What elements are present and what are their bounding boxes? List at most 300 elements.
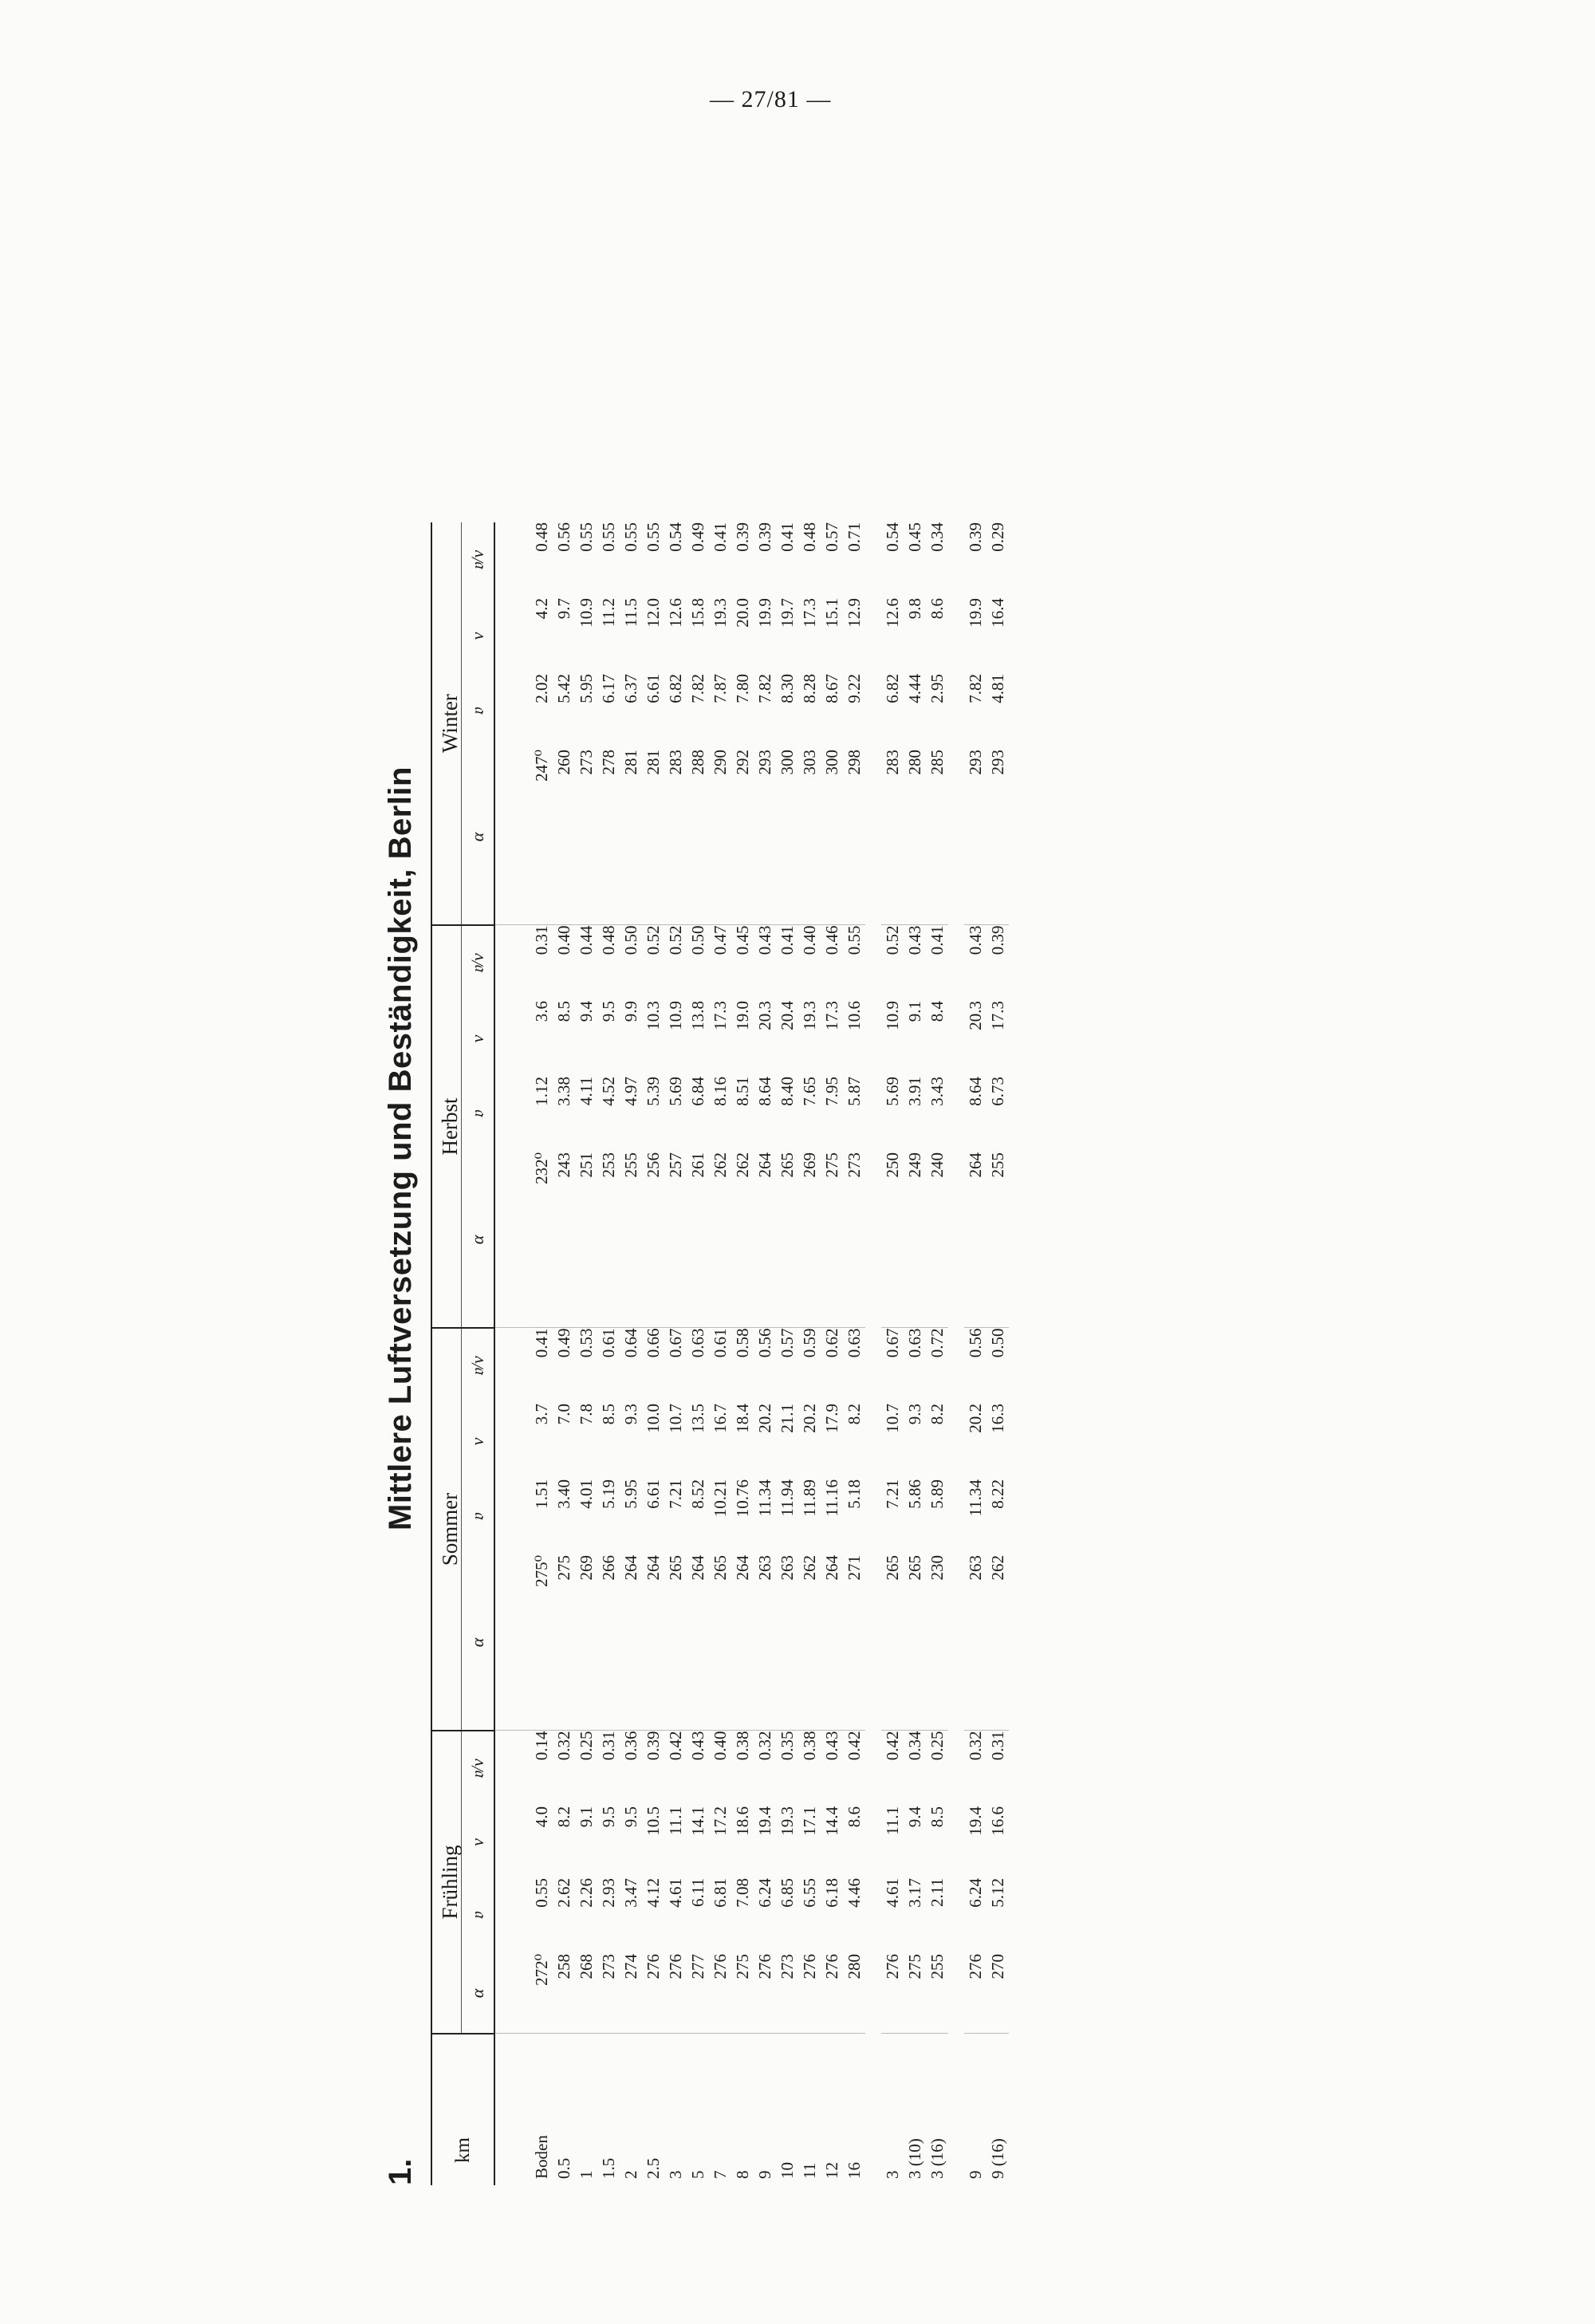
table-row bbox=[776, 522, 798, 2185]
cell-ratio: 0.40 bbox=[799, 925, 819, 955]
cell-v-scalar: 10.0 bbox=[643, 1404, 663, 1433]
cell-v-resultant: 4.52 bbox=[598, 1077, 618, 1106]
cell-v-scalar: 19.0 bbox=[732, 1001, 752, 1030]
cell-alpha: 293 bbox=[964, 750, 987, 925]
header-ratio: 𝔳/v bbox=[462, 1731, 495, 1806]
cell-ratio: 0.41 bbox=[710, 522, 730, 552]
cell-km: 3 (10) bbox=[904, 2138, 924, 2179]
cell-ratio: 0.29 bbox=[987, 522, 1007, 552]
cell-ratio: 0.50 bbox=[620, 925, 640, 955]
cell-alpha: 264 bbox=[821, 1555, 843, 1731]
table-row bbox=[620, 522, 642, 2185]
header-row-columns bbox=[462, 522, 495, 2185]
cell-v-scalar: 8.2 bbox=[927, 1404, 947, 1425]
cell-ratio: 0.50 bbox=[987, 1328, 1007, 1358]
cell-v-scalar: 9.1 bbox=[904, 1001, 924, 1022]
cell-v-scalar: 18.6 bbox=[732, 1806, 752, 1836]
cell-v-resultant: 4.81 bbox=[987, 674, 1007, 703]
cell-ratio: 0.61 bbox=[710, 1328, 730, 1358]
cell-alpha: 271 bbox=[843, 1555, 865, 1731]
cell-ratio: 0.45 bbox=[732, 925, 752, 955]
cell-alpha: 273 bbox=[575, 750, 597, 925]
header-alpha: α bbox=[462, 1954, 495, 2034]
cell-ratio: 0.25 bbox=[576, 1731, 596, 1761]
header-v-resultant: 𝔳 bbox=[462, 1479, 495, 1555]
cell-alpha: 264 bbox=[642, 1555, 664, 1731]
cell-v-resultant: 5.69 bbox=[882, 1077, 902, 1106]
table-body bbox=[494, 522, 1009, 2185]
cell-v-resultant: 8.40 bbox=[777, 1077, 797, 1106]
table-row bbox=[798, 522, 821, 2185]
cell-v-scalar: 8.4 bbox=[927, 1001, 947, 1022]
cell-ratio: 0.50 bbox=[687, 925, 707, 955]
cell-ratio: 0.39 bbox=[754, 522, 774, 552]
cell-alpha: 255 bbox=[620, 1152, 642, 1328]
cell-ratio: 0.48 bbox=[598, 925, 618, 955]
cell-v-resultant: 4.61 bbox=[882, 1878, 902, 1908]
cell-ratio: 0.40 bbox=[553, 925, 573, 955]
cell-v-resultant: 8.64 bbox=[754, 1077, 774, 1106]
cell-v-resultant: 3.43 bbox=[927, 1077, 947, 1106]
cell-v-scalar: 20.2 bbox=[965, 1404, 985, 1433]
cell-alpha: 264 bbox=[964, 1152, 987, 1328]
cell-km: 0.5 bbox=[553, 2157, 573, 2179]
cell-ratio: 0.31 bbox=[987, 1731, 1007, 1761]
cell-ratio: 0.31 bbox=[598, 1731, 618, 1761]
cell-ratio: 0.48 bbox=[531, 522, 551, 552]
table-row bbox=[881, 522, 904, 2185]
row-gap bbox=[948, 522, 964, 2185]
cell-ratio: 0.39 bbox=[987, 925, 1007, 955]
cell-v-scalar: 19.3 bbox=[799, 1001, 819, 1030]
cell-v-scalar: 14.1 bbox=[687, 1806, 707, 1836]
header-season-fruehling: Frühling bbox=[431, 1731, 462, 2034]
cell-v-scalar: 19.9 bbox=[965, 598, 985, 628]
cell-ratio: 0.55 bbox=[576, 522, 596, 552]
cell-v-scalar: 17.3 bbox=[987, 1001, 1007, 1030]
cell-v-scalar: 4.2 bbox=[531, 598, 551, 620]
cell-v-resultant: 5.86 bbox=[904, 1479, 924, 1509]
cell-alpha: 272⁰ bbox=[494, 1954, 553, 2034]
cell-v-scalar: 9.5 bbox=[598, 1001, 618, 1022]
cell-ratio: 0.32 bbox=[553, 1731, 573, 1761]
cell-v-resultant: 4.61 bbox=[665, 1878, 685, 1908]
cell-v-scalar: 9.7 bbox=[553, 598, 573, 620]
cell-alpha: 276 bbox=[964, 1954, 987, 2034]
cell-v-scalar: 10.9 bbox=[576, 598, 596, 628]
cell-alpha: 276 bbox=[798, 1954, 821, 2034]
cell-alpha: 261 bbox=[687, 1152, 709, 1328]
cell-v-resultant: 4.01 bbox=[576, 1479, 596, 1509]
cell-km: 9 bbox=[965, 2170, 985, 2179]
cell-alpha: 276 bbox=[664, 1954, 687, 2034]
cell-v-resultant: 2.95 bbox=[927, 674, 947, 703]
cell-v-resultant: 8.51 bbox=[732, 1077, 752, 1106]
cell-alpha: 298 bbox=[843, 750, 865, 925]
cell-ratio: 0.63 bbox=[844, 1328, 864, 1358]
cell-v-scalar: 10.5 bbox=[643, 1806, 663, 1836]
cell-ratio: 0.71 bbox=[844, 522, 864, 552]
cell-v-scalar: 10.7 bbox=[882, 1404, 902, 1433]
cell-v-scalar: 8.6 bbox=[927, 598, 947, 620]
cell-ratio: 0.63 bbox=[687, 1328, 707, 1358]
cell-ratio: 0.43 bbox=[904, 925, 924, 955]
cell-km: 9 (16) bbox=[987, 2138, 1007, 2179]
cell-v-resultant: 5.95 bbox=[576, 674, 596, 703]
cell-ratio: 0.31 bbox=[531, 925, 551, 955]
cell-v-resultant: 2.02 bbox=[531, 674, 551, 703]
data-table bbox=[431, 522, 1009, 2185]
cell-v-resultant: 11.89 bbox=[799, 1479, 819, 1517]
cell-alpha: 276 bbox=[754, 1954, 776, 2034]
cell-v-scalar: 12.6 bbox=[665, 598, 685, 628]
cell-alpha: 232⁰ bbox=[494, 1152, 553, 1328]
cell-alpha: 263 bbox=[776, 1555, 798, 1731]
cell-ratio: 0.54 bbox=[882, 522, 902, 552]
cell-v-scalar: 10.7 bbox=[665, 1404, 685, 1433]
cell-km: 2.5 bbox=[643, 2157, 663, 2179]
cell-v-resultant: 4.44 bbox=[904, 674, 924, 703]
table-row bbox=[494, 522, 553, 2185]
cell-v-scalar: 8.2 bbox=[844, 1404, 864, 1425]
cell-v-resultant: 9.22 bbox=[844, 674, 864, 703]
cell-v-scalar: 17.1 bbox=[799, 1806, 819, 1836]
cell-alpha: 281 bbox=[642, 750, 664, 925]
cell-v-resultant: 5.18 bbox=[844, 1479, 864, 1509]
cell-alpha: 276 bbox=[642, 1954, 664, 2034]
cell-v-scalar: 18.4 bbox=[732, 1404, 752, 1433]
cell-km: 3 bbox=[882, 2170, 902, 2179]
cell-v-resultant: 6.24 bbox=[965, 1878, 985, 1908]
cell-v-scalar: 15.8 bbox=[687, 598, 707, 628]
table-row bbox=[754, 522, 776, 2185]
header-v-scalar: v bbox=[462, 1806, 495, 1878]
page-number: — 27/81 — bbox=[710, 86, 832, 112]
cell-km: 16 bbox=[844, 2162, 864, 2179]
cell-v-scalar: 9.4 bbox=[576, 1001, 596, 1022]
table-row bbox=[575, 522, 597, 2185]
cell-alpha: 275⁰ bbox=[494, 1555, 553, 1731]
cell-alpha: 262 bbox=[987, 1555, 1009, 1731]
cell-alpha: 276 bbox=[881, 1954, 904, 2034]
row-gap bbox=[865, 522, 881, 2185]
cell-v-resultant: 11.94 bbox=[777, 1479, 797, 1517]
cell-alpha: 251 bbox=[575, 1152, 597, 1328]
cell-alpha: 265 bbox=[776, 1152, 798, 1328]
cell-ratio: 0.34 bbox=[904, 1731, 924, 1761]
table-row bbox=[843, 522, 865, 2185]
cell-v-resultant: 6.82 bbox=[665, 674, 685, 703]
cell-v-scalar: 19.3 bbox=[777, 1806, 797, 1836]
cell-v-scalar: 8.5 bbox=[598, 1404, 618, 1425]
cell-v-scalar: 17.3 bbox=[821, 1001, 841, 1030]
cell-v-scalar: 15.1 bbox=[821, 598, 841, 628]
cell-v-resultant: 6.81 bbox=[710, 1878, 730, 1908]
cell-ratio: 0.36 bbox=[620, 1731, 640, 1761]
cell-alpha: 275 bbox=[904, 1954, 926, 2034]
cell-ratio: 0.53 bbox=[576, 1328, 596, 1358]
cell-ratio: 0.43 bbox=[754, 925, 774, 955]
cell-v-resultant: 11.34 bbox=[965, 1479, 985, 1517]
cell-km: 11 bbox=[799, 2162, 819, 2179]
cell-v-resultant: 7.82 bbox=[687, 674, 707, 703]
cell-km: 3 bbox=[665, 2170, 685, 2179]
cell-alpha: 264 bbox=[620, 1555, 642, 1731]
cell-v-scalar: 9.4 bbox=[904, 1806, 924, 1828]
cell-v-scalar: 3.6 bbox=[531, 1001, 551, 1022]
cell-v-scalar: 19.3 bbox=[710, 598, 730, 628]
cell-ratio: 0.47 bbox=[710, 925, 730, 955]
cell-v-scalar: 3.7 bbox=[531, 1404, 551, 1425]
cell-v-resultant: 8.22 bbox=[987, 1479, 1007, 1509]
cell-alpha: 262 bbox=[798, 1555, 821, 1731]
cell-alpha: 274 bbox=[620, 1954, 642, 2034]
cell-v-resultant: 7.08 bbox=[732, 1878, 752, 1908]
table-number: 1. bbox=[383, 2158, 418, 2185]
cell-ratio: 0.41 bbox=[777, 522, 797, 552]
cell-v-scalar: 4.0 bbox=[531, 1806, 551, 1828]
cell-v-scalar: 12.6 bbox=[882, 598, 902, 628]
cell-ratio: 0.34 bbox=[927, 522, 947, 552]
cell-alpha: 255 bbox=[987, 1152, 1009, 1328]
cell-v-scalar: 9.8 bbox=[904, 598, 924, 620]
cell-v-resultant: 5.87 bbox=[844, 1077, 864, 1106]
cell-alpha: 275 bbox=[731, 1954, 754, 2034]
cell-ratio: 0.44 bbox=[576, 925, 596, 955]
cell-ratio: 0.25 bbox=[927, 1731, 947, 1761]
cell-v-resultant: 10.21 bbox=[710, 1479, 730, 1518]
cell-ratio: 0.38 bbox=[732, 1731, 752, 1761]
cell-v-scalar: 8.5 bbox=[553, 1001, 573, 1022]
cell-ratio: 0.55 bbox=[844, 925, 864, 955]
cell-v-resultant: 5.69 bbox=[665, 1077, 685, 1106]
cell-alpha: 258 bbox=[553, 1954, 575, 2034]
cell-km: 1 bbox=[576, 2170, 596, 2179]
cell-ratio: 0.56 bbox=[553, 522, 573, 552]
header-season-winter: Winter bbox=[431, 522, 462, 925]
cell-v-scalar: 10.6 bbox=[844, 1001, 864, 1030]
cell-v-scalar: 9.3 bbox=[904, 1404, 924, 1425]
cell-v-resultant: 8.67 bbox=[821, 674, 841, 703]
cell-ratio: 0.35 bbox=[777, 1731, 797, 1761]
cell-alpha: 273 bbox=[776, 1954, 798, 2034]
cell-v-resultant: 5.39 bbox=[643, 1077, 663, 1106]
cell-v-scalar: 16.7 bbox=[710, 1404, 730, 1433]
cell-v-scalar: 19.4 bbox=[754, 1806, 774, 1836]
cell-v-resultant: 3.91 bbox=[904, 1077, 924, 1106]
cell-v-scalar: 21.1 bbox=[777, 1404, 797, 1433]
table-row bbox=[642, 522, 664, 2185]
cell-v-resultant: 7.82 bbox=[965, 674, 985, 703]
cell-alpha: 262 bbox=[709, 1152, 731, 1328]
cell-ratio: 0.46 bbox=[821, 925, 841, 955]
cell-v-resultant: 4.97 bbox=[620, 1077, 640, 1106]
table-row bbox=[821, 522, 843, 2185]
cell-ratio: 0.43 bbox=[965, 925, 985, 955]
cell-v-scalar: 9.5 bbox=[620, 1806, 640, 1828]
cell-alpha: 273 bbox=[597, 1954, 620, 2034]
cell-v-scalar: 9.1 bbox=[576, 1806, 596, 1828]
cell-v-resultant: 5.12 bbox=[987, 1878, 1007, 1908]
cell-v-resultant: 7.82 bbox=[754, 674, 774, 703]
cell-alpha: 280 bbox=[843, 1954, 865, 2034]
cell-v-resultant: 6.18 bbox=[821, 1878, 841, 1908]
cell-ratio: 0.39 bbox=[732, 522, 752, 552]
cell-ratio: 0.42 bbox=[844, 1731, 864, 1761]
cell-alpha: 262 bbox=[731, 1152, 754, 1328]
cell-v-resultant: 5.95 bbox=[620, 1479, 640, 1509]
cell-ratio: 0.66 bbox=[643, 1328, 663, 1358]
cell-alpha: 265 bbox=[904, 1555, 926, 1731]
cell-ratio: 0.58 bbox=[732, 1328, 752, 1358]
cell-alpha: 283 bbox=[881, 750, 904, 925]
cell-ratio: 0.48 bbox=[799, 522, 819, 552]
cell-v-scalar: 20.0 bbox=[732, 598, 752, 628]
cell-alpha: 293 bbox=[987, 750, 1009, 925]
cell-km: 8 bbox=[732, 2170, 752, 2179]
cell-v-resultant: 5.42 bbox=[553, 674, 573, 703]
cell-v-resultant: 10.76 bbox=[732, 1479, 752, 1518]
cell-v-scalar: 19.9 bbox=[754, 598, 774, 628]
table-row bbox=[731, 522, 754, 2185]
cell-alpha: 292 bbox=[731, 750, 754, 925]
cell-v-resultant: 8.64 bbox=[965, 1077, 985, 1106]
cell-alpha: 264 bbox=[687, 1555, 709, 1731]
cell-alpha: 260 bbox=[553, 750, 575, 925]
cell-alpha: 265 bbox=[709, 1555, 731, 1731]
cell-ratio: 0.49 bbox=[687, 522, 707, 552]
cell-v-resultant: 4.12 bbox=[643, 1878, 663, 1908]
cell-alpha: 257 bbox=[664, 1152, 687, 1328]
cell-ratio: 0.72 bbox=[927, 1328, 947, 1358]
cell-ratio: 0.32 bbox=[965, 1731, 985, 1761]
cell-v-scalar: 17.3 bbox=[710, 1001, 730, 1030]
cell-ratio: 0.42 bbox=[665, 1731, 685, 1761]
cell-km: 12 bbox=[821, 2162, 841, 2179]
header-row-seasons bbox=[431, 522, 462, 2185]
cell-v-resultant: 2.26 bbox=[576, 1878, 596, 1908]
cell-alpha: 264 bbox=[731, 1555, 754, 1731]
cell-v-resultant: 7.87 bbox=[710, 674, 730, 703]
cell-v-scalar: 9.3 bbox=[620, 1404, 640, 1425]
cell-v-scalar: 17.9 bbox=[821, 1404, 841, 1433]
cell-ratio: 0.57 bbox=[777, 1328, 797, 1358]
cell-v-scalar: 10.9 bbox=[665, 1001, 685, 1030]
cell-ratio: 0.43 bbox=[687, 1731, 707, 1761]
cell-v-resultant: 6.85 bbox=[777, 1878, 797, 1908]
cell-alpha: 256 bbox=[642, 1152, 664, 1328]
cell-v-scalar: 9.5 bbox=[598, 1806, 618, 1828]
header-season-sommer: Sommer bbox=[431, 1328, 462, 1731]
cell-v-resultant: 11.16 bbox=[821, 1479, 841, 1517]
cell-v-scalar: 12.9 bbox=[844, 598, 864, 628]
cell-ratio: 0.56 bbox=[965, 1328, 985, 1358]
cell-ratio: 0.62 bbox=[821, 1328, 841, 1358]
cell-v-resultant: 4.11 bbox=[576, 1077, 596, 1105]
cell-alpha: 303 bbox=[798, 750, 821, 925]
cell-ratio: 0.52 bbox=[665, 925, 685, 955]
cell-v-scalar: 7.8 bbox=[576, 1404, 596, 1425]
cell-v-scalar: 19.4 bbox=[965, 1806, 985, 1836]
cell-ratio: 0.49 bbox=[553, 1328, 573, 1358]
cell-km: 1.5 bbox=[598, 2157, 618, 2179]
cell-alpha: 230 bbox=[926, 1555, 948, 1731]
table-row bbox=[597, 522, 620, 2185]
cell-ratio: 0.63 bbox=[904, 1328, 924, 1358]
header-ratio: 𝔳/v bbox=[462, 925, 495, 1001]
cell-v-resultant: 7.21 bbox=[882, 1479, 902, 1509]
table-row bbox=[926, 522, 948, 2185]
cell-ratio: 0.39 bbox=[965, 522, 985, 552]
cell-v-scalar: 8.2 bbox=[553, 1806, 573, 1828]
cell-alpha: 270 bbox=[987, 1954, 1009, 2034]
cell-v-resultant: 1.12 bbox=[531, 1077, 551, 1106]
cell-v-scalar: 20.3 bbox=[754, 1001, 774, 1030]
cell-ratio: 0.55 bbox=[620, 522, 640, 552]
cell-v-scalar: 7.0 bbox=[553, 1404, 573, 1425]
cell-ratio: 0.67 bbox=[665, 1328, 685, 1358]
cell-alpha: 263 bbox=[754, 1555, 776, 1731]
cell-ratio: 0.57 bbox=[821, 522, 841, 552]
cell-v-resultant: 4.46 bbox=[844, 1878, 864, 1908]
cell-v-resultant: 1.51 bbox=[531, 1479, 551, 1509]
cell-alpha: 255 bbox=[926, 1954, 948, 2034]
cell-ratio: 0.39 bbox=[643, 1731, 663, 1761]
cell-alpha: 269 bbox=[798, 1152, 821, 1328]
table-row bbox=[664, 522, 687, 2185]
cell-v-scalar: 20.2 bbox=[754, 1404, 774, 1433]
cell-v-resultant: 7.21 bbox=[665, 1479, 685, 1509]
cell-v-scalar: 11.5 bbox=[620, 598, 640, 627]
cell-alpha: 263 bbox=[964, 1555, 987, 1731]
cell-ratio: 0.64 bbox=[620, 1328, 640, 1358]
cell-alpha: 276 bbox=[709, 1954, 731, 2034]
cell-v-scalar: 16.3 bbox=[987, 1404, 1007, 1433]
rotated-table-block bbox=[383, 112, 1324, 2185]
cell-v-resultant: 5.19 bbox=[598, 1479, 618, 1509]
cell-ratio: 0.41 bbox=[531, 1328, 551, 1358]
cell-ratio: 0.52 bbox=[882, 925, 902, 955]
cell-v-resultant: 6.37 bbox=[620, 674, 640, 703]
cell-v-resultant: 7.65 bbox=[799, 1077, 819, 1106]
cell-v-scalar: 9.9 bbox=[620, 1001, 640, 1022]
cell-v-resultant: 0.55 bbox=[531, 1878, 551, 1908]
cell-ratio: 0.42 bbox=[882, 1731, 902, 1761]
cell-v-scalar: 10.3 bbox=[643, 1001, 663, 1030]
cell-v-resultant: 3.40 bbox=[553, 1479, 573, 1509]
cell-v-resultant: 3.47 bbox=[620, 1878, 640, 1908]
cell-alpha: 277 bbox=[687, 1954, 709, 2034]
cell-v-scalar: 19.7 bbox=[777, 598, 797, 628]
cell-ratio: 0.54 bbox=[665, 522, 685, 552]
cell-v-scalar: 8.6 bbox=[844, 1806, 864, 1828]
cell-km: 3 (16) bbox=[927, 2138, 947, 2179]
cell-ratio: 0.59 bbox=[799, 1328, 819, 1358]
cell-v-resultant: 6.24 bbox=[754, 1878, 774, 1908]
table-row bbox=[553, 522, 575, 2185]
cell-alpha: 300 bbox=[821, 750, 843, 925]
cell-v-resultant: 6.55 bbox=[799, 1878, 819, 1908]
cell-v-scalar: 14.4 bbox=[821, 1806, 841, 1836]
header-v-resultant: 𝔳 bbox=[462, 1077, 495, 1152]
header-alpha: α bbox=[462, 750, 495, 925]
cell-alpha: 273 bbox=[843, 1152, 865, 1328]
cell-v-resultant: 6.61 bbox=[643, 1479, 663, 1509]
table-row bbox=[687, 522, 709, 2185]
cell-alpha: 275 bbox=[553, 1555, 575, 1731]
cell-v-resultant: 8.30 bbox=[777, 674, 797, 703]
cell-ratio: 0.45 bbox=[904, 522, 924, 552]
